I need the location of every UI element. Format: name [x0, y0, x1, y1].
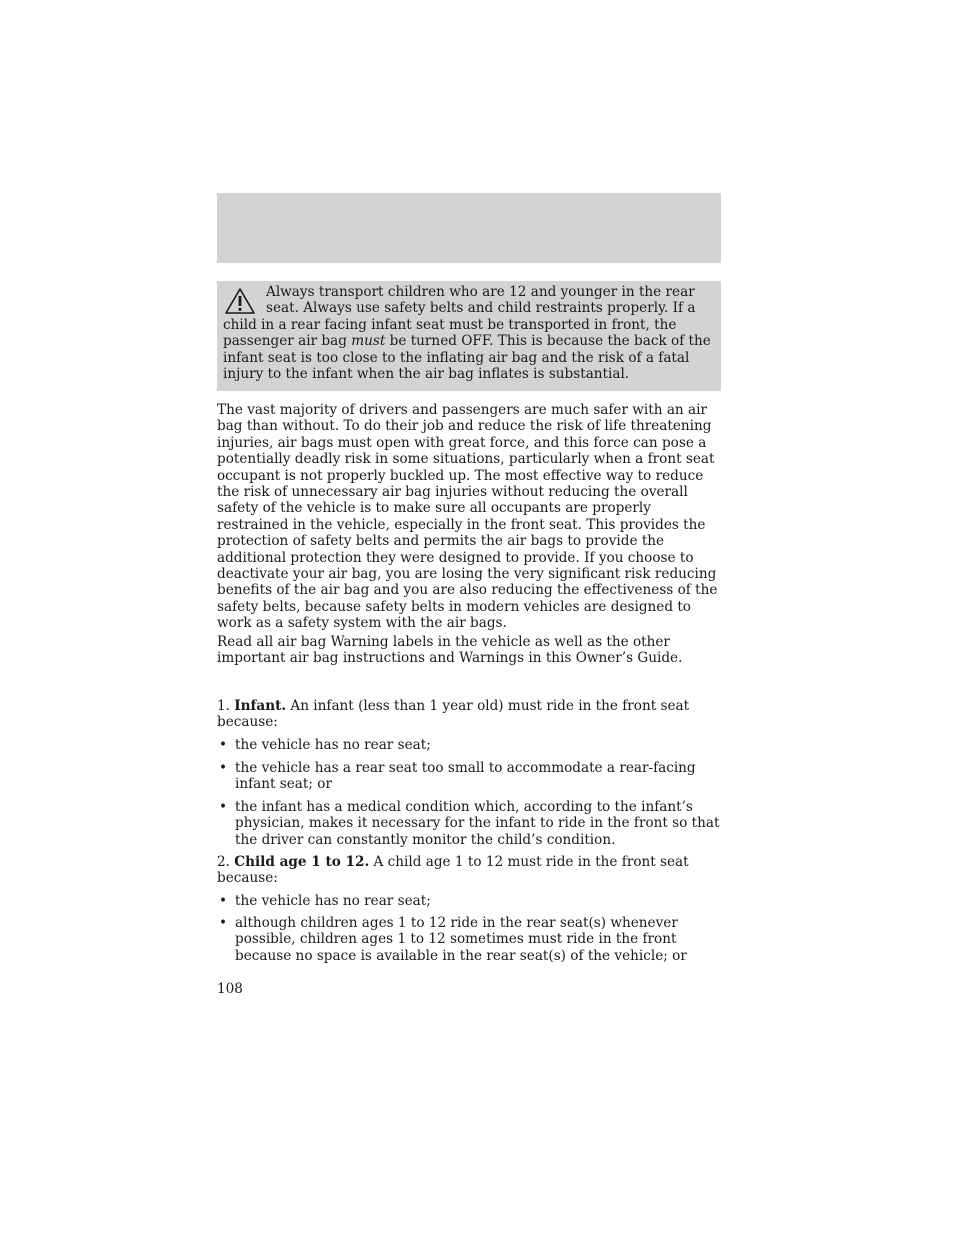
item-infant: 1. Infant. An infant (less than 1 year old) must ride in the front seat because:	[217, 698, 690, 731]
page-number: 108	[217, 981, 243, 997]
section-header-band	[217, 193, 721, 263]
airbag-safety-paragraph: The vast majority of drivers and passengers are much safer with an air bag than without. To do their job and reduce the risk of life threatening injuries, air bags must open with great force, and this force can pose a potentially deadly risk in some situations, particularly when a front seat occupant is not properly buckled up. The most effective way to reduce the risk of unnecessary air bag injuries without reducing the overall safety of the vehicle is to make sure all occupants are properly restrained in the vehicle, especially in the front seat. This provides the protection of safety belts and permits the air bags to provide the additional protection they were designed to provide. If you choose to deactivate your air bag, you are losing the very significant risk reducing benefits of the air bag and you are also reducing the effectiveness of the safety belts, because safety belts in modern vehicles are designed to work as a safety system with the air bags.	[217, 402, 718, 632]
item-child-age: 2. Child age 1 to 12. A child age 1 to 12 must ride in the front seat because:	[217, 854, 689, 887]
warning-box	[217, 281, 721, 391]
warning-labels-paragraph: Read all air bag Warning labels in the vehicle as well as the other important air bag instructions and Warnings in this Owner’s Guide.	[217, 634, 683, 667]
warning-text: Always transport children who are 12 and younger in the rear seat. Always use safety belts and child restraints properly. If a child in a rear facing infant seat must be transported in front, the passenger air bag must be turned OFF. This is because the back of the infant seat is too close to the inflating air bag and the risk of a fatal injury to the infant when the air bag inflates is substantial.	[223, 284, 711, 383]
